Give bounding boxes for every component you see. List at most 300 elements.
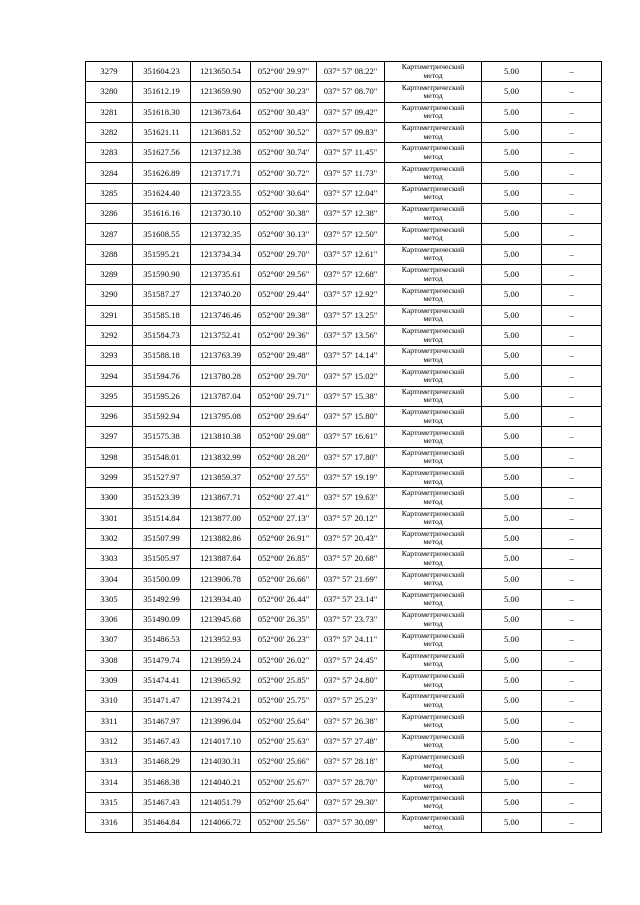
cell-latitude: 052°00' 26.23" [251, 630, 317, 650]
table-row [86, 508, 602, 528]
cell-y: 1213752.41 [191, 325, 251, 345]
method-text: метод [423, 659, 443, 669]
method-text: Картометрический [401, 285, 465, 295]
cell-accuracy: 5.00 [482, 792, 542, 812]
cell-method [385, 102, 482, 122]
cell-latitude: 052°00' 28.20" [251, 447, 317, 467]
cell-accuracy: 5.00 [482, 264, 542, 284]
cell-number: 3286 [86, 204, 133, 224]
cell-note: – [542, 407, 602, 427]
method-text: Картометрический [401, 711, 465, 721]
method-text: Картометрический [401, 386, 465, 396]
cell-longitude: 037° 57' 09.83" [317, 122, 385, 142]
cell-method [385, 285, 482, 305]
cell-latitude: 052°00' 25.63" [251, 731, 317, 751]
method-text: Картометрический [401, 82, 465, 92]
cell-longitude: 037° 57' 11.73" [317, 163, 385, 183]
cell-method [385, 691, 482, 711]
cell-longitude: 037° 57' 13.56" [317, 325, 385, 345]
cell-longitude: 037° 57' 13.25" [317, 305, 385, 325]
method-text: метод [423, 415, 443, 425]
cell-method [385, 528, 482, 548]
cell-accuracy: 5.00 [482, 244, 542, 264]
cell-latitude: 052°00' 30.72" [251, 163, 317, 183]
cell-accuracy: 5.00 [482, 670, 542, 690]
cell-accuracy: 5.00 [482, 204, 542, 224]
cell-accuracy: 5.00 [482, 528, 542, 548]
cell-y: 1214040.21 [191, 772, 251, 792]
cell-latitude: 052°00' 29.38" [251, 305, 317, 325]
cell-accuracy: 5.00 [482, 589, 542, 609]
cell-accuracy: 5.00 [482, 711, 542, 731]
cell-x: 351590.90 [133, 264, 191, 284]
cell-note: – [542, 62, 602, 82]
cell-x: 351604.23 [133, 62, 191, 82]
method-text: метод [423, 821, 443, 831]
cell-latitude: 052°00' 25.66" [251, 752, 317, 772]
cell-y: 1213906.78 [191, 569, 251, 589]
cell-longitude: 037° 57' 12.61" [317, 244, 385, 264]
method-text: Картометрический [401, 569, 465, 579]
cell-number: 3285 [86, 183, 133, 203]
cell-note: – [542, 346, 602, 366]
cell-note: – [542, 610, 602, 630]
table-row [86, 204, 602, 224]
cell-y: 1213959.24 [191, 650, 251, 670]
cell-x: 351505.97 [133, 549, 191, 569]
cell-y: 1213681.52 [191, 122, 251, 142]
cell-method [385, 630, 482, 650]
cell-x: 351471.47 [133, 691, 191, 711]
cell-method [385, 447, 482, 467]
cell-number: 3283 [86, 143, 133, 163]
table-row [86, 346, 602, 366]
cell-note: – [542, 549, 602, 569]
cell-accuracy: 5.00 [482, 447, 542, 467]
table-row [86, 143, 602, 163]
cell-accuracy: 5.00 [482, 285, 542, 305]
cell-longitude: 037° 57' 20.12" [317, 508, 385, 528]
cell-latitude: 052°00' 25.56" [251, 812, 317, 832]
cell-accuracy: 5.00 [482, 102, 542, 122]
cell-y: 1213795.08 [191, 407, 251, 427]
cell-latitude: 052°00' 29.36" [251, 325, 317, 345]
cell-accuracy: 5.00 [482, 346, 542, 366]
cell-note: – [542, 812, 602, 832]
cell-longitude: 037° 57' 24.80" [317, 670, 385, 690]
method-text: метод [423, 151, 443, 161]
cell-y: 1214017.10 [191, 731, 251, 751]
cell-number: 3280 [86, 82, 133, 102]
cell-x: 351612.19 [133, 82, 191, 102]
method-text: метод [423, 395, 443, 405]
cell-latitude: 052°00' 30.23" [251, 82, 317, 102]
cell-note: – [542, 630, 602, 650]
cell-x: 351467.43 [133, 731, 191, 751]
cell-accuracy: 5.00 [482, 305, 542, 325]
method-text: метод [423, 638, 443, 648]
cell-longitude: 037° 57' 27.48" [317, 731, 385, 751]
method-text: метод [423, 314, 443, 324]
cell-number: 3308 [86, 650, 133, 670]
method-text: Картометрический [401, 62, 465, 72]
cell-method [385, 82, 482, 102]
cell-number: 3295 [86, 386, 133, 406]
cell-longitude: 037° 57' 26.38" [317, 711, 385, 731]
cell-x: 351490.09 [133, 610, 191, 630]
method-text: метод [423, 375, 443, 385]
cell-note: – [542, 427, 602, 447]
cell-accuracy: 5.00 [482, 549, 542, 569]
method-text: Картометрический [401, 163, 465, 173]
cell-note: – [542, 386, 602, 406]
method-text: Картометрический [401, 630, 465, 640]
method-text: Картометрический [401, 610, 465, 620]
table-row [86, 488, 602, 508]
cell-accuracy: 5.00 [482, 812, 542, 832]
method-text: метод [423, 618, 443, 628]
cell-number: 3314 [86, 772, 133, 792]
cell-method [385, 650, 482, 670]
cell-longitude: 037° 57' 21.69" [317, 569, 385, 589]
cell-longitude: 037° 57' 11.45" [317, 143, 385, 163]
cell-x: 351500.09 [133, 569, 191, 589]
table-row [86, 549, 602, 569]
table-row [86, 244, 602, 264]
cell-number: 3307 [86, 630, 133, 650]
cell-latitude: 052°00' 25.85" [251, 670, 317, 690]
cell-note: – [542, 467, 602, 487]
cell-latitude: 052°00' 30.64" [251, 183, 317, 203]
cell-note: – [542, 285, 602, 305]
cell-longitude: 037° 57' 15.80" [317, 407, 385, 427]
cell-note: – [542, 122, 602, 142]
method-text: Картометрический [401, 123, 465, 133]
cell-x: 351523.39 [133, 488, 191, 508]
cell-x: 351587.27 [133, 285, 191, 305]
method-text: Картометрический [401, 671, 465, 681]
cell-accuracy: 5.00 [482, 630, 542, 650]
cell-number: 3312 [86, 731, 133, 751]
cell-method [385, 792, 482, 812]
cell-accuracy: 5.00 [482, 691, 542, 711]
cell-x: 351492.99 [133, 589, 191, 609]
cell-method [385, 366, 482, 386]
table-row [86, 62, 602, 82]
cell-method [385, 812, 482, 832]
table-row [86, 82, 602, 102]
cell-method [385, 386, 482, 406]
method-text: Картометрический [401, 813, 465, 823]
cell-accuracy: 5.00 [482, 650, 542, 670]
cell-note: – [542, 752, 602, 772]
cell-note: – [542, 366, 602, 386]
cell-latitude: 052°00' 27.55" [251, 467, 317, 487]
cell-latitude: 052°00' 26.02" [251, 650, 317, 670]
cell-method [385, 711, 482, 731]
cell-longitude: 037° 57' 12.68" [317, 264, 385, 284]
cell-latitude: 052°00' 26.44" [251, 589, 317, 609]
cell-number: 3316 [86, 812, 133, 832]
cell-note: – [542, 589, 602, 609]
cell-latitude: 052°00' 26.66" [251, 569, 317, 589]
cell-y: 1213887.64 [191, 549, 251, 569]
method-text: метод [423, 496, 443, 506]
table-row [86, 183, 602, 203]
method-text: метод [423, 70, 443, 80]
cell-note: – [542, 528, 602, 548]
cell-accuracy: 5.00 [482, 427, 542, 447]
cell-method [385, 670, 482, 690]
cell-method [385, 427, 482, 447]
cell-x: 351464.84 [133, 812, 191, 832]
cell-y: 1213746.46 [191, 305, 251, 325]
cell-longitude: 037° 57' 14.14" [317, 346, 385, 366]
method-text: Картометрический [401, 549, 465, 559]
cell-latitude: 052°00' 30.13" [251, 224, 317, 244]
cell-y: 1213787.04 [191, 386, 251, 406]
cell-number: 3301 [86, 508, 133, 528]
cell-note: – [542, 244, 602, 264]
cell-y: 1213717.71 [191, 163, 251, 183]
table-row [86, 691, 602, 711]
method-text: метод [423, 740, 443, 750]
cell-x: 351624.40 [133, 183, 191, 203]
method-text: Картометрический [401, 244, 465, 254]
method-text: метод [423, 557, 443, 567]
method-text: Картометрический [401, 407, 465, 417]
method-text: метод [423, 578, 443, 588]
cell-method [385, 122, 482, 142]
cell-x: 351507.99 [133, 528, 191, 548]
cell-note: – [542, 183, 602, 203]
cell-x: 351584.73 [133, 325, 191, 345]
cell-y: 1213712.38 [191, 143, 251, 163]
method-text: Картометрический [401, 326, 465, 336]
cell-x: 351627.56 [133, 143, 191, 163]
cell-accuracy: 5.00 [482, 731, 542, 751]
cell-y: 1213810.38 [191, 427, 251, 447]
cell-method [385, 264, 482, 284]
cell-number: 3303 [86, 549, 133, 569]
cell-accuracy: 5.00 [482, 569, 542, 589]
cell-y: 1213965.92 [191, 670, 251, 690]
method-text: Картометрический [401, 346, 465, 356]
table-row [86, 224, 602, 244]
cell-accuracy: 5.00 [482, 610, 542, 630]
cell-note: – [542, 569, 602, 589]
cell-longitude: 037° 57' 12.38" [317, 204, 385, 224]
cell-longitude: 037° 57' 23.14" [317, 589, 385, 609]
cell-latitude: 052°00' 25.64" [251, 711, 317, 731]
cell-latitude: 052°00' 26.35" [251, 610, 317, 630]
method-text: Картометрический [401, 792, 465, 802]
cell-number: 3300 [86, 488, 133, 508]
cell-number: 3311 [86, 711, 133, 731]
cell-latitude: 052°00' 27.41" [251, 488, 317, 508]
cell-longitude: 037° 57' 12.04" [317, 183, 385, 203]
cell-number: 3292 [86, 325, 133, 345]
cell-longitude: 037° 57' 24.45" [317, 650, 385, 670]
cell-longitude: 037° 57' 28.70" [317, 772, 385, 792]
cell-method [385, 569, 482, 589]
cell-y: 1213735.61 [191, 264, 251, 284]
cell-latitude: 052°00' 29.48" [251, 346, 317, 366]
cell-latitude: 052°00' 30.43" [251, 102, 317, 122]
cell-y: 1213730.10 [191, 204, 251, 224]
cell-latitude: 052°00' 25.75" [251, 691, 317, 711]
cell-longitude: 037° 57' 12.50" [317, 224, 385, 244]
method-text: Картометрический [401, 204, 465, 214]
cell-method [385, 346, 482, 366]
cell-number: 3299 [86, 467, 133, 487]
cell-latitude: 052°00' 29.08" [251, 427, 317, 447]
cell-longitude: 037° 57' 19.19" [317, 467, 385, 487]
table-row [86, 407, 602, 427]
method-text: метод [423, 111, 443, 121]
cell-accuracy: 5.00 [482, 122, 542, 142]
cell-x: 351595.26 [133, 386, 191, 406]
table-row [86, 102, 602, 122]
cell-number: 3297 [86, 427, 133, 447]
cell-number: 3293 [86, 346, 133, 366]
cell-longitude: 037° 57' 17.80" [317, 447, 385, 467]
cell-latitude: 052°00' 30.38" [251, 204, 317, 224]
cell-latitude: 052°00' 26.91" [251, 528, 317, 548]
method-text: Картометрический [401, 508, 465, 518]
cell-longitude: 037° 57' 09.42" [317, 102, 385, 122]
cell-accuracy: 5.00 [482, 467, 542, 487]
method-text: Картометрический [401, 102, 465, 112]
method-text: метод [423, 253, 443, 263]
method-text: Картометрический [401, 427, 465, 437]
method-text: метод [423, 192, 443, 202]
cell-y: 1213734.34 [191, 244, 251, 264]
method-text: метод [423, 598, 443, 608]
cell-x: 351468.29 [133, 752, 191, 772]
cell-y: 1213882.86 [191, 528, 251, 548]
coordinates-table-body [86, 62, 602, 833]
cell-number: 3305 [86, 589, 133, 609]
cell-accuracy: 5.00 [482, 82, 542, 102]
cell-longitude: 037° 57' 20.43" [317, 528, 385, 548]
cell-y: 1213673.64 [191, 102, 251, 122]
cell-accuracy: 5.00 [482, 407, 542, 427]
cell-accuracy: 5.00 [482, 183, 542, 203]
method-text: Картометрический [401, 468, 465, 478]
cell-number: 3284 [86, 163, 133, 183]
cell-x: 351621.11 [133, 122, 191, 142]
cell-accuracy: 5.00 [482, 163, 542, 183]
cell-number: 3313 [86, 752, 133, 772]
cell-note: – [542, 670, 602, 690]
cell-method [385, 772, 482, 792]
cell-latitude: 052°00' 29.64" [251, 407, 317, 427]
cell-method [385, 752, 482, 772]
cell-method [385, 488, 482, 508]
cell-latitude: 052°00' 25.67" [251, 772, 317, 792]
cell-method [385, 407, 482, 427]
method-text: метод [423, 679, 443, 689]
method-text: Картометрический [401, 732, 465, 742]
table-row [86, 670, 602, 690]
method-text: метод [423, 212, 443, 222]
method-text: Картометрический [401, 650, 465, 660]
method-text: Картометрический [401, 488, 465, 498]
cell-number: 3309 [86, 670, 133, 690]
cell-accuracy: 5.00 [482, 772, 542, 792]
method-text: метод [423, 699, 443, 709]
cell-x: 351479.74 [133, 650, 191, 670]
cell-note: – [542, 82, 602, 102]
cell-latitude: 052°00' 29.70" [251, 366, 317, 386]
cell-y: 1213832.99 [191, 447, 251, 467]
cell-x: 351486.53 [133, 630, 191, 650]
cell-number: 3279 [86, 62, 133, 82]
cell-x: 351575.38 [133, 427, 191, 447]
method-text: метод [423, 476, 443, 486]
cell-longitude: 037° 57' 19.63" [317, 488, 385, 508]
cell-number: 3298 [86, 447, 133, 467]
cell-number: 3294 [86, 366, 133, 386]
cell-method [385, 325, 482, 345]
method-text: метод [423, 720, 443, 730]
method-text: метод [423, 801, 443, 811]
cell-accuracy: 5.00 [482, 386, 542, 406]
cell-latitude: 052°00' 25.64" [251, 792, 317, 812]
method-text: Картометрический [401, 184, 465, 194]
cell-method [385, 62, 482, 82]
cell-note: – [542, 691, 602, 711]
method-text: метод [423, 435, 443, 445]
table-row [86, 589, 602, 609]
cell-latitude: 052°00' 29.44" [251, 285, 317, 305]
cell-note: – [542, 508, 602, 528]
cell-longitude: 037° 57' 08.22" [317, 62, 385, 82]
cell-method [385, 731, 482, 751]
cell-latitude: 052°00' 30.52" [251, 122, 317, 142]
cell-x: 351585.18 [133, 305, 191, 325]
method-text: Картометрический [401, 265, 465, 275]
cell-x: 351467.43 [133, 792, 191, 812]
cell-note: – [542, 731, 602, 751]
cell-y: 1213659.90 [191, 82, 251, 102]
cell-note: – [542, 772, 602, 792]
cell-x: 351468.38 [133, 772, 191, 792]
cell-number: 3282 [86, 122, 133, 142]
cell-y: 1214066.72 [191, 812, 251, 832]
cell-y: 1213877.00 [191, 508, 251, 528]
cell-note: – [542, 102, 602, 122]
cell-note: – [542, 264, 602, 284]
cell-number: 3306 [86, 610, 133, 630]
cell-x: 351594.76 [133, 366, 191, 386]
cell-y: 1213732.35 [191, 224, 251, 244]
table-row [86, 366, 602, 386]
cell-y: 1213740.20 [191, 285, 251, 305]
cell-number: 3304 [86, 569, 133, 589]
method-text: Картометрический [401, 529, 465, 539]
method-text: метод [423, 273, 443, 283]
table-row [86, 467, 602, 487]
cell-y: 1214030.31 [191, 752, 251, 772]
method-text: Картометрический [401, 772, 465, 782]
cell-method [385, 467, 482, 487]
cell-number: 3302 [86, 528, 133, 548]
cell-accuracy: 5.00 [482, 752, 542, 772]
method-text: метод [423, 517, 443, 527]
cell-number: 3310 [86, 691, 133, 711]
